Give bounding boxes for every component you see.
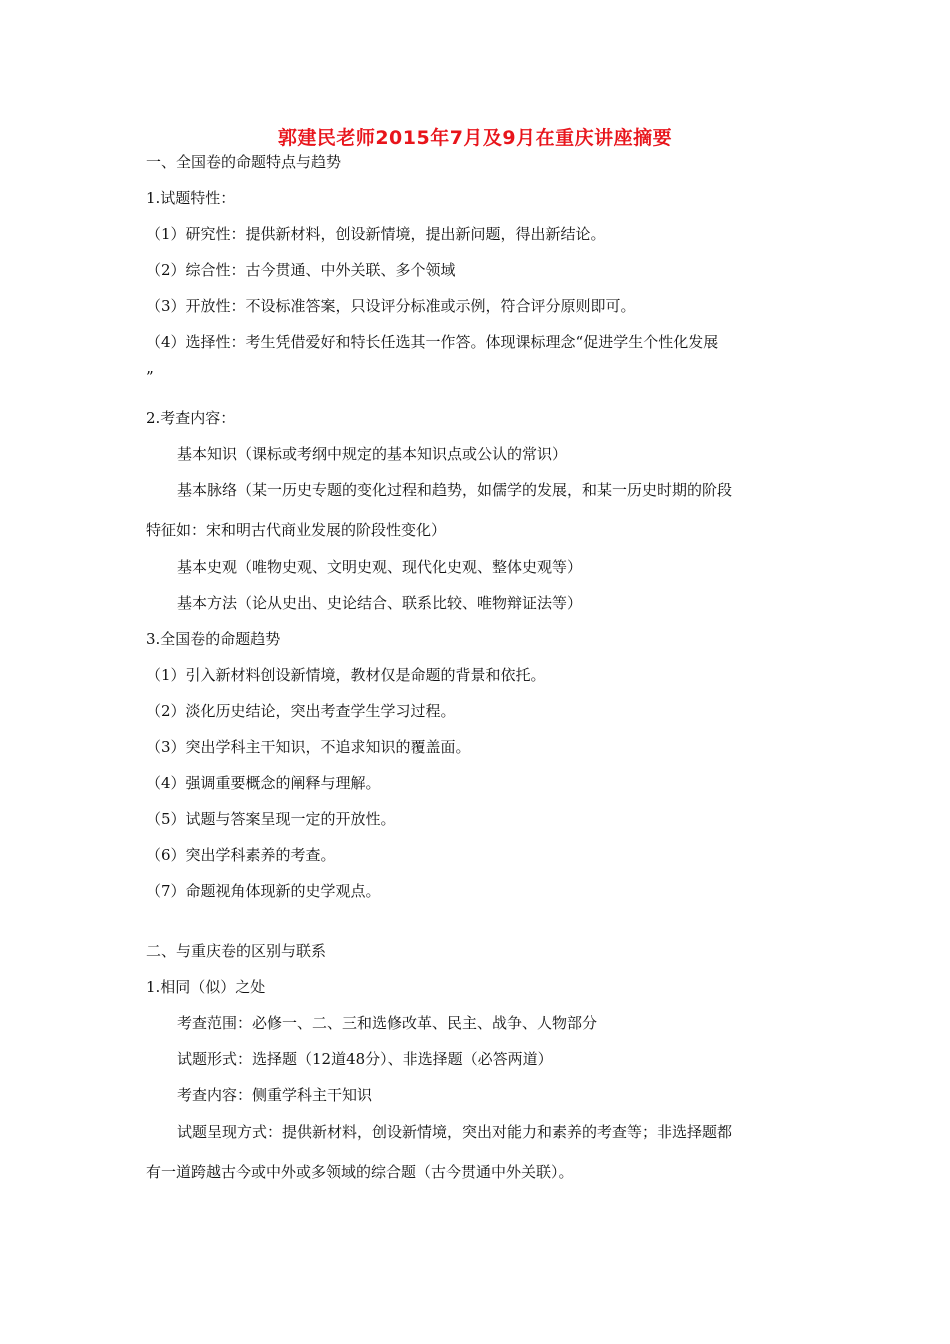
paragraph: 试题形式：选择题（12道48分）、非选择题（必答两道）	[177, 1050, 553, 1068]
paragraph: （2）淡化历史结论，突出考查学生学习过程。	[146, 702, 456, 720]
subheading-content: 2.考查内容：	[146, 409, 236, 427]
subheading-similarities: 1.相同（似）之处	[146, 978, 266, 996]
paragraph: 基本脉络（某一历史专题的变化过程和趋势，如儒学的发展，和某一历史时期的阶段	[177, 481, 733, 499]
paragraph-continuation: ”	[146, 368, 154, 386]
section-heading-1: 一、全国卷的命题特点与趋势	[146, 153, 342, 171]
section-heading-2: 二、与重庆卷的区别与联系	[146, 942, 327, 960]
paragraph: 考查范围：必修一、二、三和选修改革、民主、战争、人物部分	[177, 1014, 598, 1032]
paragraph: （1）研究性：提供新材料，创设新情境，提出新问题，得出新结论。	[146, 225, 606, 243]
subheading-trends: 3.全国卷的命题趋势	[146, 630, 281, 648]
paragraph: （6）突出学科素养的考查。	[146, 846, 336, 864]
paragraph: （4）选择性：考生凭借爱好和特长任选其一作答。体现课标理念“促进学生个性化发展	[146, 333, 719, 351]
paragraph: 基本知识（课标或考纲中规定的基本知识点或公认的常识）	[177, 445, 568, 463]
paragraph: （4）强调重要概念的阐释与理解。	[146, 774, 381, 792]
paragraph: （7）命题视角体现新的史学观点。	[146, 882, 381, 900]
paragraph: （5）试题与答案呈现一定的开放性。	[146, 810, 396, 828]
paragraph: （3）突出学科主干知识，不追求知识的覆盖面。	[146, 738, 471, 756]
paragraph: （1）引入新材料创设新情境，教材仅是命题的背景和依托。	[146, 666, 546, 684]
paragraph: （2）综合性：古今贯通、中外关联、多个领域	[146, 261, 456, 279]
subheading-test-features: 1.试题特性：	[146, 189, 236, 207]
paragraph-continuation: 特征如：宋和明古代商业发展的阶段性变化）	[146, 521, 447, 539]
paragraph-continuation: 有一道跨越古今或中外或多领域的综合题（古今贯通中外关联）。	[146, 1163, 574, 1181]
paragraph: 基本方法（论从史出、史论结合、联系比较、唯物辩证法等）	[177, 594, 583, 612]
paragraph: 基本史观（唯物史观、文明史观、现代化史观、整体史观等）	[177, 558, 583, 576]
document-title: 郭建民老师2015年7月及9月在重庆讲座摘要	[277, 127, 673, 149]
paragraph: 试题呈现方式：提供新材料，创设新情境，突出对能力和素养的考查等；非选择题都	[177, 1123, 733, 1141]
paragraph: 考查内容：侧重学科主干知识	[177, 1086, 373, 1104]
paragraph: （3）开放性：不设标准答案，只设评分标准或示例，符合评分原则即可。	[146, 297, 636, 315]
